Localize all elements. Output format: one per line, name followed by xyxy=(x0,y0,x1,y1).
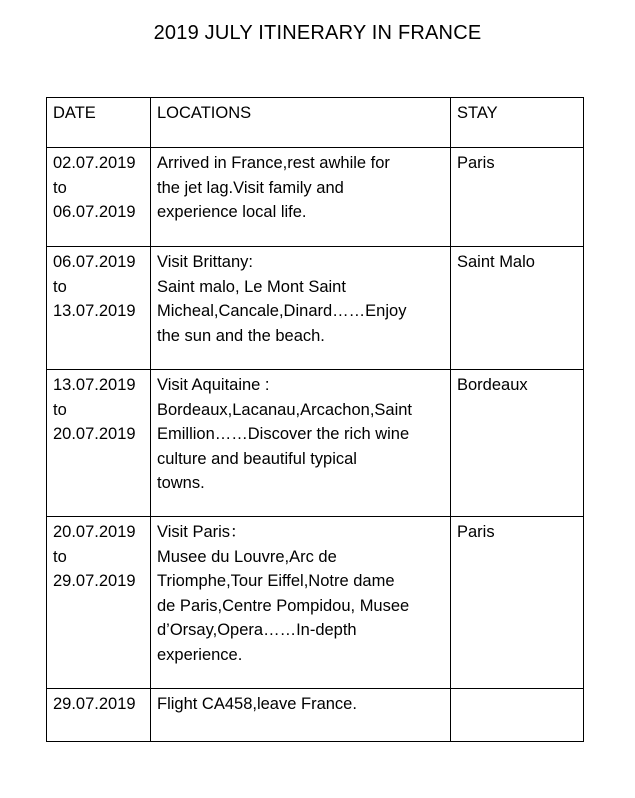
page-title: 2019 JULY ITINERARY IN FRANCE xyxy=(153,22,482,44)
date-to: 20.07.2019 xyxy=(53,425,136,443)
date-from: 29.07.2019 xyxy=(53,695,136,713)
table-row xyxy=(47,689,584,742)
location-line: experience local life. xyxy=(157,203,307,221)
location-line: Flight CA458,leave France. xyxy=(157,695,357,713)
date-cell xyxy=(47,370,151,517)
location-line: Emillion……Discover the rich wine xyxy=(157,425,410,443)
location-line: Arrived in France,rest awhile for xyxy=(157,154,390,172)
location-line: de Paris,Centre Pompidou, Musee xyxy=(157,596,410,615)
location-line: Bordeaux,Lacanau,Arcachon,Saint xyxy=(157,400,413,419)
locations-cell xyxy=(151,247,451,370)
date-from: 20.07.2019 xyxy=(53,523,136,541)
location-line: Visit Aquitaine : xyxy=(157,376,270,394)
location-line: experience. xyxy=(157,645,243,664)
column-header-stay: STAY xyxy=(451,98,584,148)
locations-cell xyxy=(151,370,451,517)
location-line: Micheal,Cancale,Dinard……Enjoy xyxy=(157,302,407,320)
location-line: Saint malo, Le Mont Saint xyxy=(157,277,346,296)
column-header-locations: LOCATIONS xyxy=(151,98,451,148)
location-line: culture and beautiful typical xyxy=(157,449,357,468)
date-separator: to xyxy=(53,178,67,197)
date-separator: to xyxy=(53,547,67,566)
location-line: towns. xyxy=(157,474,205,492)
location-line: d’Orsay,Opera……In-depth xyxy=(157,621,357,639)
table-row xyxy=(47,247,584,370)
date-to: 29.07.2019 xyxy=(53,572,136,590)
date-cell xyxy=(47,689,151,742)
date-from: 06.07.2019 xyxy=(53,253,136,271)
table-row xyxy=(47,370,584,517)
table-row xyxy=(47,517,584,689)
locations-cell xyxy=(151,148,451,247)
date-cell xyxy=(47,148,151,247)
date-separator: to xyxy=(53,400,67,419)
stay-cell: Paris xyxy=(451,148,584,247)
stay-cell: Paris xyxy=(451,517,584,689)
date-separator: to xyxy=(53,277,67,296)
location-line: Visit Paris： xyxy=(157,523,247,541)
date-cell xyxy=(47,247,151,370)
table-header-row xyxy=(47,98,584,148)
locations-cell xyxy=(151,689,451,742)
stay-cell xyxy=(451,689,584,742)
location-line: the sun and the beach. xyxy=(157,326,325,345)
stay-cell: Bordeaux xyxy=(451,370,584,517)
table-row xyxy=(47,148,584,247)
date-to: 13.07.2019 xyxy=(53,302,136,320)
locations-cell xyxy=(151,517,451,689)
location-line: the jet lag.Visit family and xyxy=(157,178,344,197)
stay-cell: Saint Malo xyxy=(451,247,584,370)
date-from: 02.07.2019 xyxy=(53,154,136,172)
date-from: 13.07.2019 xyxy=(53,376,136,394)
itinerary-table xyxy=(46,97,584,742)
location-line: Visit Brittany: xyxy=(157,253,253,271)
column-header-date: DATE xyxy=(47,98,151,148)
date-to: 06.07.2019 xyxy=(53,203,136,221)
date-cell xyxy=(47,517,151,689)
location-line: Triomphe,Tour Eiffel,Notre dame xyxy=(157,572,395,590)
location-line: Musee du Louvre,Arc de xyxy=(157,547,337,566)
